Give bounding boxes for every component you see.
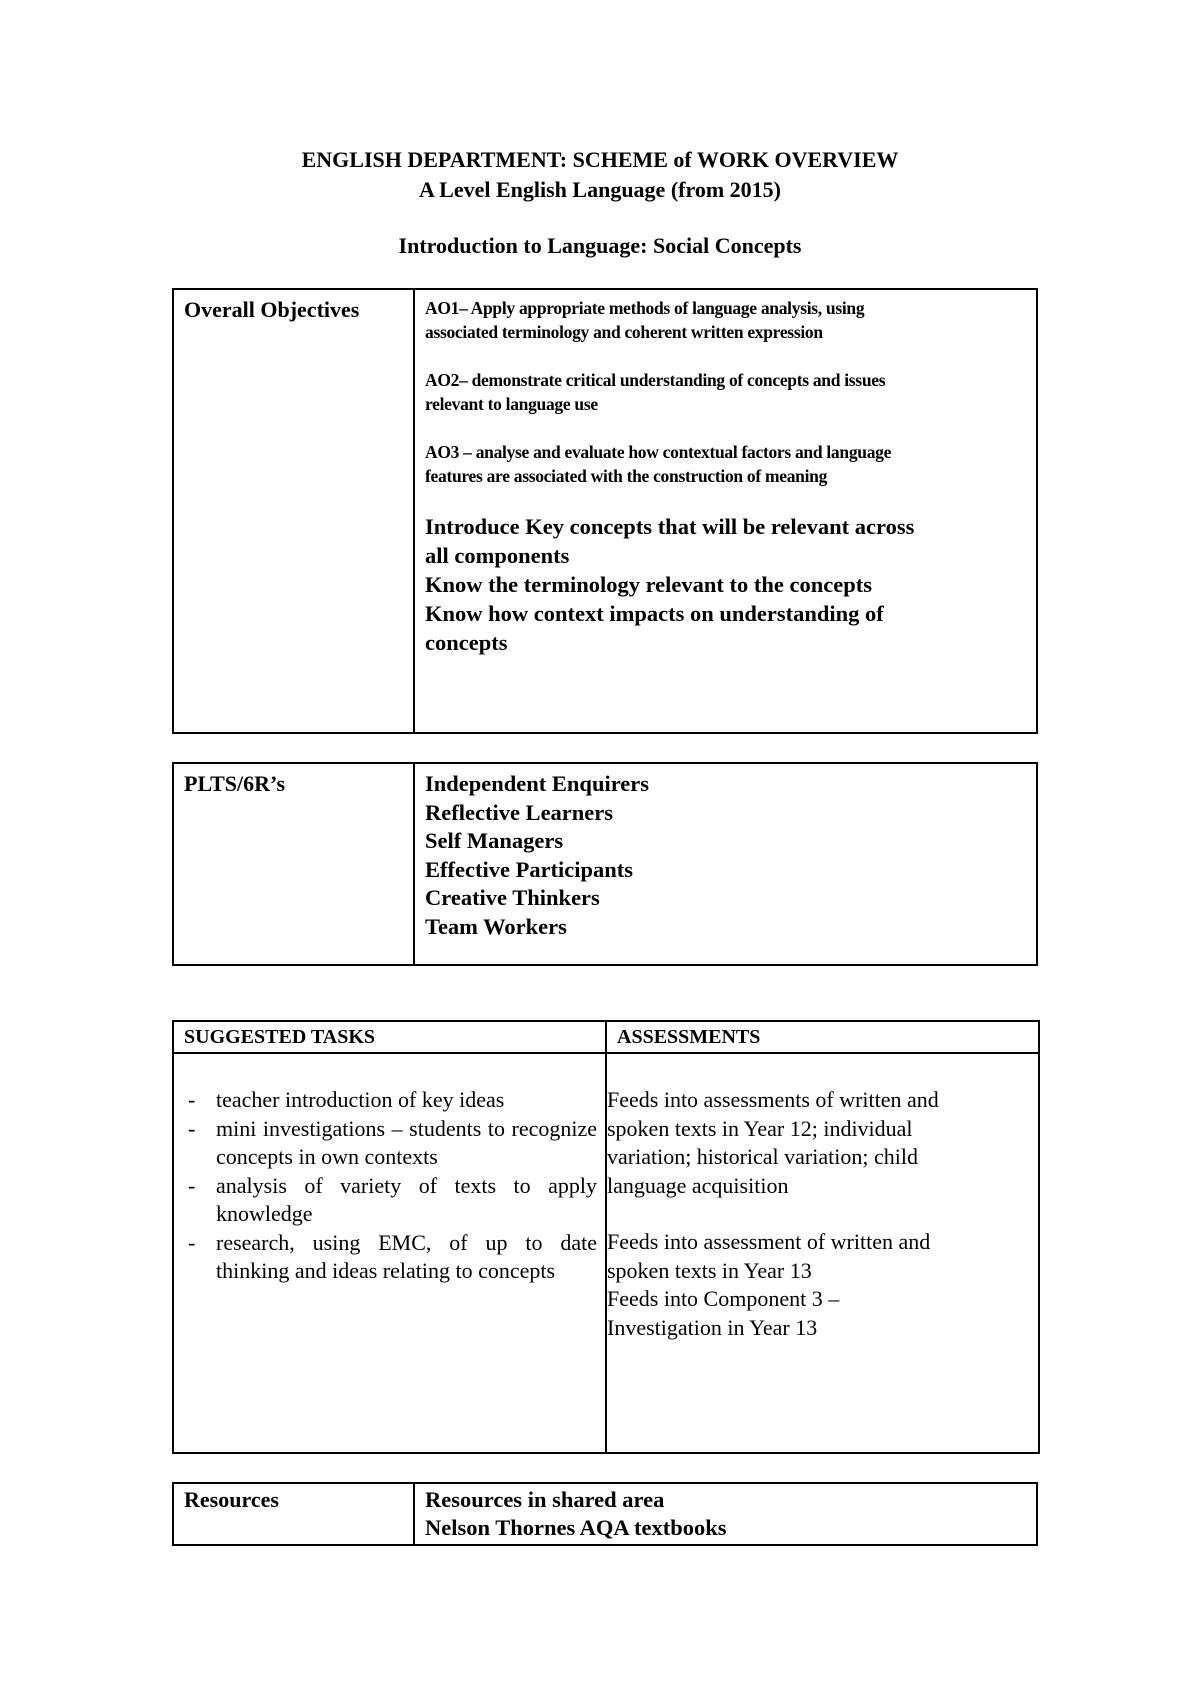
ao1-objective — [425, 296, 1026, 344]
unit-title: Introduction to Language: Social Concepts — [398, 233, 802, 258]
key-objective-line: all components — [425, 543, 570, 568]
assessment-line: Feeds into assessment of written and — [607, 1229, 931, 1254]
dash-bullet: - — [188, 1115, 196, 1141]
ao3-line-2: features are associated with the construction of meaning — [425, 466, 828, 486]
resources-content-cell — [414, 1483, 1037, 1545]
ao2-line-2: relevant to language use — [425, 394, 598, 414]
assessment-line: Feeds into Component 3 – — [607, 1286, 840, 1311]
tasks-table — [172, 1020, 1040, 1454]
ao3-objective — [425, 440, 1026, 488]
plts-item: Effective Participants — [425, 856, 634, 882]
plts-item: Creative Thinkers — [425, 885, 600, 910]
assessment-line: Investigation in Year 13 — [607, 1314, 818, 1340]
plts-item: Team Workers — [425, 913, 567, 939]
plts-table — [172, 762, 1038, 966]
key-objective-line: Introduce Key concepts that will be relevant across — [425, 514, 915, 539]
suggested-tasks-header: SUGGESTED TASKS — [184, 1026, 376, 1048]
assessment-line: spoken texts in Year 13 — [607, 1257, 812, 1283]
plts-content-cell — [414, 763, 1037, 965]
tasks-content-cell — [173, 1053, 606, 1453]
key-objective-line: Know the terminology relevant to the concepts — [425, 572, 873, 597]
resource-item: Resources in shared area — [425, 1487, 665, 1512]
assessments-content-cell — [606, 1053, 1039, 1453]
plts-item: Reflective Learners — [425, 799, 614, 825]
ao3-line-1: AO3 – analyse and evaluate how contextual factors and language — [425, 442, 892, 462]
task-text: teacher introduction of key ideas — [216, 1087, 505, 1112]
resources-label: Resources — [184, 1487, 279, 1512]
task-item — [174, 1229, 597, 1286]
key-objective-line: Know how context impacts on understanding of — [425, 601, 884, 626]
resources-label-cell — [173, 1483, 414, 1545]
task-text: mini investigations – students to recognize concepts in own contexts — [216, 1115, 597, 1169]
ao1-line-1: AO1– Apply appropriate methods of language analysis, using — [425, 298, 865, 318]
dash-bullet: - — [188, 1087, 196, 1112]
objectives-label: Overall Objectives — [184, 297, 360, 322]
task-text: research, using EMC, of up to date thinking and ideas relating to concepts — [216, 1229, 597, 1283]
objectives-table — [172, 288, 1038, 734]
plts-label: PLTS/6R’s — [184, 771, 286, 796]
ao1-line-2: associated terminology and coherent written expression — [425, 322, 823, 342]
assessment-block — [607, 1086, 1038, 1200]
task-text: analysis of variety of texts to apply knowledge — [216, 1172, 597, 1226]
ao2-line-1: AO2– demonstrate critical understanding of concepts and issues — [425, 370, 886, 390]
assessment-line: spoken texts in Year 12; individual — [607, 1115, 913, 1141]
dash-bullet: - — [188, 1172, 196, 1198]
key-objective-line: concepts — [425, 630, 508, 655]
task-item — [174, 1086, 597, 1115]
key-objectives — [425, 512, 1026, 657]
assessment-line: variation; historical variation; child — [607, 1144, 918, 1169]
objectives-label-cell — [173, 289, 414, 733]
document-title: ENGLISH DEPARTMENT: SCHEME of WORK OVERVIEW — [301, 147, 899, 172]
task-item — [174, 1115, 597, 1172]
assessment-block — [607, 1228, 1038, 1342]
assessment-line: Feeds into assessments of written and — [607, 1087, 939, 1112]
course-title: A Level English Language (from 2015) — [418, 177, 781, 202]
assessments-header: ASSESSMENTS — [617, 1026, 761, 1048]
plts-label-cell — [173, 763, 414, 965]
assessments-header-cell — [606, 1021, 1039, 1053]
ao2-objective — [425, 368, 1026, 416]
resource-item: Nelson Thornes AQA textbooks — [425, 1515, 727, 1540]
plts-item: Self Managers — [425, 828, 564, 853]
dash-bullet: - — [188, 1229, 196, 1255]
assessments-list — [607, 1086, 1038, 1342]
objectives-content-cell — [414, 289, 1037, 733]
plts-item: Independent Enquirers — [425, 771, 650, 796]
tasks-header-cell — [173, 1021, 606, 1053]
assessment-line: language acquisition — [607, 1172, 789, 1198]
tasks-list — [174, 1086, 605, 1286]
resources-table — [172, 1482, 1038, 1546]
task-item — [174, 1172, 597, 1229]
